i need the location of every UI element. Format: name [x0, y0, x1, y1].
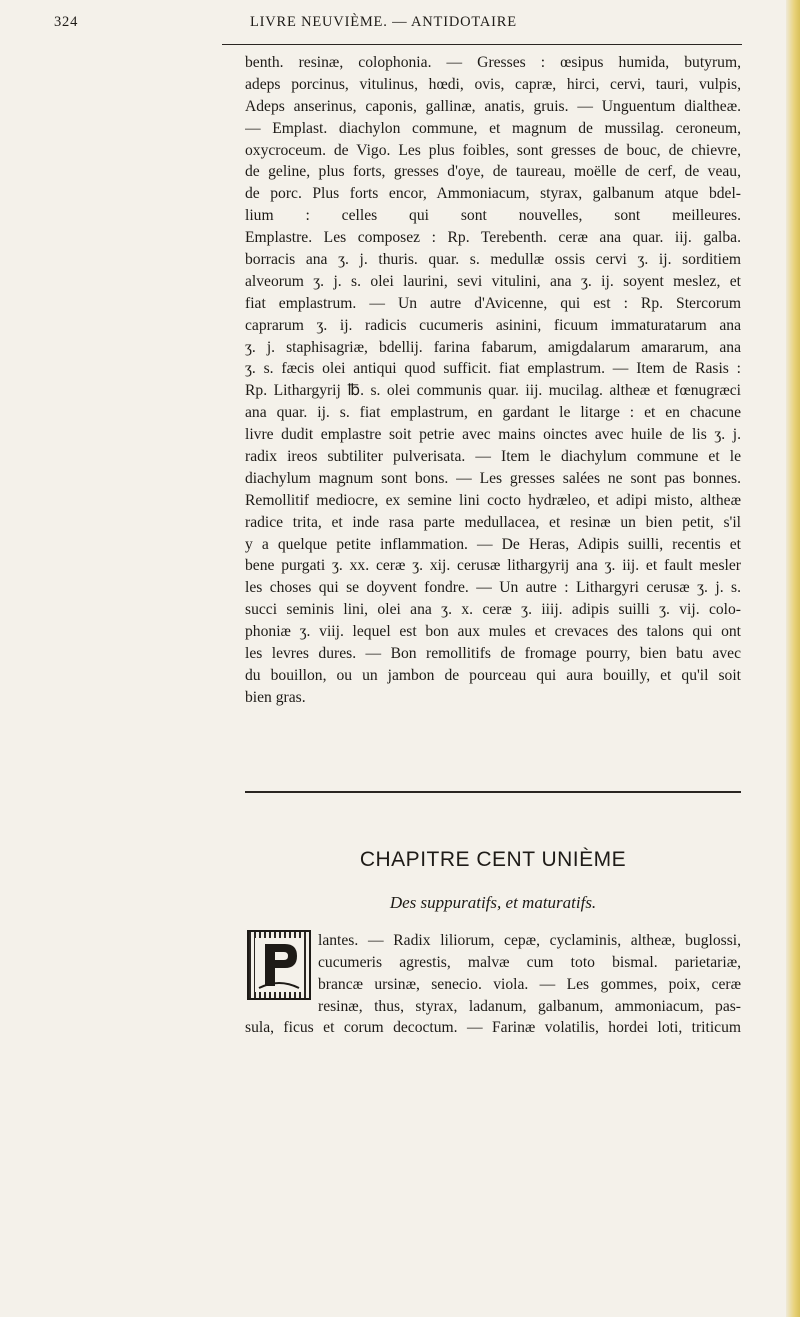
text-line: lium : celles qui sont nouvelles, sont meilleures.	[245, 207, 741, 225]
chapter-title: CHAPITRE CENT UNIÈME	[359, 848, 627, 871]
dropcap-ornament	[247, 930, 311, 1000]
text-line: succi seminis lini, olei ana ʒ. x. ceræ ʒ. iiij. adipis suilli ʒ. vij. colo-	[245, 601, 741, 619]
dropcap-letter-graphic	[255, 938, 303, 992]
header-rule	[222, 44, 742, 45]
text-line: livre dudit emplastre soit petrie avec mains oinctes avec huile de lis ʒ. j.	[245, 426, 741, 444]
text-line: bien gras.	[245, 688, 306, 706]
text-line: borracis ana ʒ. j. thuris. quar. s. medullæ ossis cervi ʒ. ij. sorditiem	[245, 251, 741, 269]
chapter-subtitle: Des suppuratifs, et maturatifs.	[389, 893, 597, 912]
text-line: cucumeris agrestis, malvæ cum toto bismal. parietariæ,	[318, 953, 741, 971]
text-line: de geline, plus forts, gresses d'oye, de taureau, moëlle de cerf, de veau,	[245, 163, 741, 181]
text-line: du bouillon, ou un jambon de pourceau qui aura bouilly, et qu'il soit	[245, 666, 741, 684]
text-line: ana quar. ij. s. fiat emplastrum, en gardant le litarge : et en chacune	[245, 404, 741, 422]
text-line: les levres dures. — Bon remollitifs de fromage pourry, bien batu avec	[245, 645, 741, 663]
text-line: fiat emplastrum. — Un autre d'Avicenne, qui est : Rp. Stercorum	[245, 294, 741, 312]
body-text	[245, 52, 741, 709]
text-line: oxycroceum. de Vigo. Les plus foibles, sont gresses de bouc, de chievre,	[245, 141, 741, 159]
text-line: alveorum ʒ. j. s. olei laurini, sevi vitulini, ana ʒ. ij. soyent meslez, et	[245, 272, 741, 290]
text-line: Rp. Lithargyrij ℔. s. olei communis quar. iij. mucilag. altheæ et fœnugræci	[245, 382, 741, 400]
text-line: y a quelque petite inflammation. — De Heras, Adipis suilli, recentis et	[245, 535, 741, 553]
text-line: Remollitif mediocre, ex semine lini cocto hydræleo, et adipi misto, altheæ	[245, 491, 741, 509]
text-line: radix ireos subtiliter pulverisata. — Item le diachylum commune et le	[245, 448, 741, 466]
text-line: Emplastre. Les composez : Rp. Terebenth. ceræ ana quar. iij. galba.	[245, 229, 741, 247]
chapter-text-full	[245, 1017, 741, 1039]
text-line: Adeps anserinus, caponis, gallinæ, anatis, gruis. — Unguentum dialtheæ.	[245, 97, 741, 115]
text-line: benth. resinæ, colophonia. — Gresses : œsipus humida, butyrum,	[245, 54, 741, 71]
text-line: ʒ. j. staphisagriæ, bdellij. farina fabarum, amigdalarum amararum, ana	[245, 338, 741, 356]
page-edge	[786, 0, 800, 1317]
text-line: de porc. Plus forts encor, Ammoniacum, styrax, galbanum atque bdel-	[245, 185, 741, 203]
chapter-text-indented	[318, 930, 741, 1018]
text-line: sula, ficus et corum decoctum. — Farinæ volatilis, hordei loti, triticum	[245, 1019, 741, 1036]
text-line: ʒ. s. fæcis olei antiqui quod sufficit. fiat emplastrum. — Item de Rasis :	[245, 360, 741, 378]
section-separator	[245, 791, 741, 793]
text-line: bene purgati ʒ. xx. ceræ ʒ. xij. cerusæ lithargyrij ana ʒ. iij. et fault mesler	[245, 557, 741, 575]
text-line: diachylum magnum sont bons. — Les gresses salées ne sont pas bonnes.	[245, 469, 741, 487]
text-line: caprarum ʒ. ij. radicis cucumeris asinini, ficuum immaturatarum ana	[245, 316, 741, 334]
page-number: 324	[54, 14, 79, 30]
text-line: phoniæ ʒ. viij. lequel est bon aux mules et crevaces des talons qui ont	[245, 623, 741, 641]
text-line: brancæ ursinæ, senecio. viola. — Les gommes, poix, ceræ	[318, 975, 741, 993]
text-line: — Emplast. diachylon commune, et magnum de mussilag. ceroneum,	[245, 119, 741, 137]
text-line: radice trita, et inde rasa parte medullacea, et resinæ un bien petit, s'il	[245, 513, 741, 531]
text-line: adeps porcinus, vitulinus, hœdi, ovis, capræ, hirci, cervi, tauri, vulpis,	[245, 75, 741, 93]
text-line: lantes. — Radix liliorum, cepæ, cyclaminis, altheæ, buglossi,	[318, 932, 741, 949]
running-head-title: LIVRE NEUVIÈME. — ANTIDOTAIRE	[250, 14, 517, 30]
text-line: les choses qui se doyvent fondre. — Un autre : Lithargyri cerusæ ʒ. j. s.	[245, 579, 741, 597]
text-line: resinæ, thus, styrax, ladanum, galbanum, ammoniacum, pas-	[318, 997, 741, 1015]
